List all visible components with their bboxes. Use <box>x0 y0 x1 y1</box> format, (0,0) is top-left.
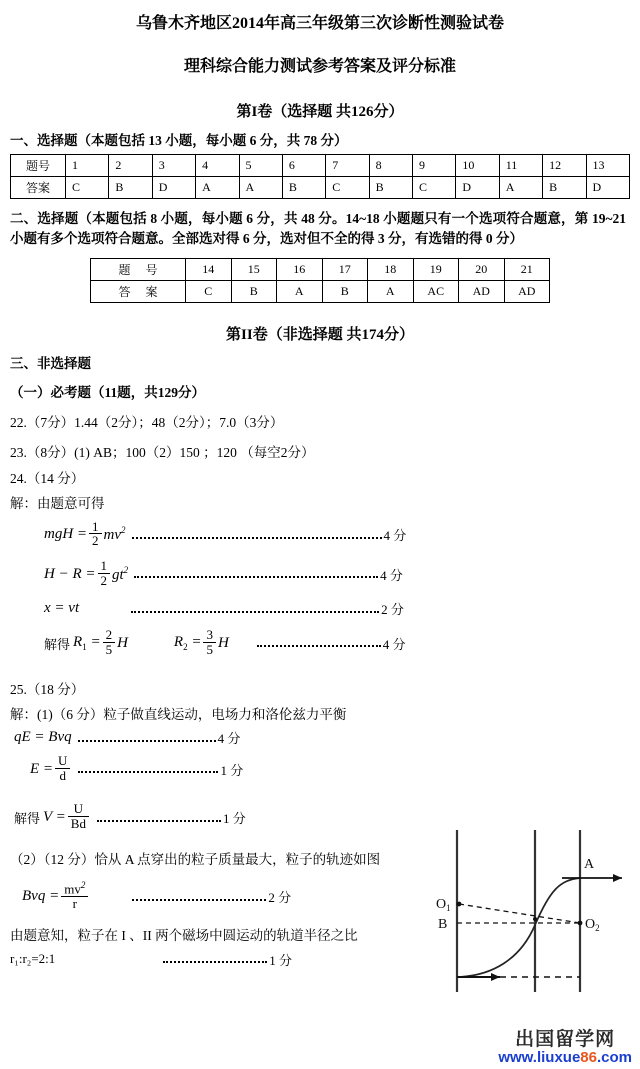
table1-answer-cell: B <box>369 177 412 199</box>
fraction <box>55 754 70 782</box>
fraction-numerator: 3 <box>203 628 216 643</box>
leader-dots <box>132 528 382 539</box>
table2-answer-cell: AD <box>504 280 550 302</box>
table-row <box>11 155 630 177</box>
table1-number-cell: 7 <box>326 155 369 177</box>
volume-2-heading: 第II卷（非选择题 共174分） <box>226 326 414 343</box>
leader-dots <box>257 636 381 647</box>
fraction-numerator: 1 <box>89 520 102 535</box>
table1-number-cell: 5 <box>239 155 282 177</box>
points-label: 4 分 <box>383 528 407 544</box>
points-label: 4 分 <box>217 731 241 747</box>
table1-answer-cell: A <box>196 177 239 199</box>
result-lead: 解得 <box>14 811 41 827</box>
figure-label-o1: $O_1$ <box>436 897 451 913</box>
fraction-denominator: 5 <box>206 641 213 657</box>
equation-rhs: $gt^2$ <box>112 564 129 583</box>
leader-dots <box>131 602 379 613</box>
table2-answer-cell: A <box>368 280 414 302</box>
equation-row <box>30 755 640 783</box>
table2-answer-cell: B <box>322 280 368 302</box>
table1-answer-cell: A <box>239 177 282 199</box>
page-title: 乌鲁木齐地区2014年高三年级第三次诊断性测验试卷 <box>135 15 504 32</box>
page-subtitle: 理科综合能力测试参考答案及评分标准 <box>183 57 456 75</box>
points-label: 1 分 <box>222 811 246 827</box>
radius-line-o1-o2 <box>459 904 580 923</box>
fraction <box>98 559 111 587</box>
leader-dots <box>97 811 221 822</box>
table1-number-cell: 3 <box>152 155 195 177</box>
question-22-answer: 22.（7分）1.44（2分）；48（2分）；7.0（3分） <box>10 414 284 430</box>
result-lead: 解得 <box>44 636 71 652</box>
equation-row <box>14 728 640 747</box>
equation-lhs: H − R = <box>44 565 96 582</box>
fraction-denominator: 2 <box>92 533 99 549</box>
equation-lhs: E = <box>30 760 54 777</box>
table2-number-cell: 15 <box>231 258 277 280</box>
leader-dots <box>78 762 218 773</box>
table1-number-cell: 9 <box>413 155 456 177</box>
table2-number-cell: 20 <box>459 258 505 280</box>
question-25-tail-line-1: 由题意知，粒子在 I 、II 两个磁场中圆运动的轨道半径之比 <box>10 927 358 943</box>
point-mid-dot <box>533 917 537 921</box>
fraction <box>61 881 88 911</box>
fraction-denominator: Bd <box>70 816 86 832</box>
figure-label-b: B <box>438 917 448 932</box>
question-25-part2-lead: （2）（12 分）恰从 A 点穿出的粒子质量最大，粒子的轨迹如图 <box>10 851 381 867</box>
question-25-label: 25.（18 分） <box>10 681 85 697</box>
leader-dots <box>132 890 266 901</box>
fraction-numerator: 1 <box>98 559 111 574</box>
table1-answer-cell: A <box>499 177 542 199</box>
table-row <box>91 258 550 280</box>
ratio-text: r₁:r₂=2:1 <box>10 951 56 967</box>
watermark-url <box>498 1050 632 1065</box>
table1-answer-cell: B <box>282 177 325 199</box>
figure-label-a: A <box>584 857 595 872</box>
exit-arrow-head <box>613 874 622 882</box>
equation-lhs: x = vt <box>44 600 80 617</box>
table2-answer-cell: AC <box>413 280 459 302</box>
question-23-answer: 23.（8分）(1) AB；100（2）150 ；120 （每空2分） <box>10 445 315 461</box>
fraction <box>203 628 216 656</box>
table2-answer-cell: B <box>231 280 277 302</box>
table2-number-cell: 14 <box>186 258 232 280</box>
equation-lhs: Bvq = <box>22 888 60 905</box>
equation-lhs: V = <box>43 809 66 826</box>
point-o1-dot <box>457 902 462 907</box>
table2-number-cell: 21 <box>504 258 550 280</box>
table2-label-answer: 答 案 <box>91 280 186 302</box>
equation-qE-Bvq: qE = Bvq <box>14 729 72 746</box>
table2-label-number: 题 号 <box>91 258 186 280</box>
fraction-denominator: r <box>72 895 77 911</box>
table1-number-cell: 13 <box>586 155 630 177</box>
table2-answer-cell: C <box>186 280 232 302</box>
table2-answer-cell: AD <box>459 280 505 302</box>
points-label: 1 分 <box>269 952 293 968</box>
fraction <box>89 520 102 548</box>
points-label: 4 分 <box>382 636 406 652</box>
part-1-heading: （一）必考题（11题，共129分） <box>10 385 206 401</box>
answer-table-1 <box>10 154 630 199</box>
section-1-heading: 一、选择题（本题包括 13 小题，每小题 6 分，共 78 分） <box>10 132 348 148</box>
points-label: 1 分 <box>220 762 244 778</box>
fraction-denominator: 2 <box>100 572 107 588</box>
result-r2-rhs: H <box>217 634 229 651</box>
equation-lhs: mgH = <box>44 526 88 543</box>
table2-number-cell: 17 <box>322 258 368 280</box>
point-o2-dot <box>578 921 583 926</box>
table1-answer-cell: C <box>413 177 456 199</box>
points-label: 4 分 <box>380 567 403 583</box>
entry-arrow-head <box>491 973 500 981</box>
watermark-url-part1: www.liuxue <box>498 1049 581 1066</box>
fraction <box>68 802 89 830</box>
table1-number-cell: 11 <box>499 155 542 177</box>
answer-sheet-page <box>0 14 640 1069</box>
watermark <box>498 1030 632 1065</box>
table1-answer-cell: D <box>586 177 630 199</box>
table1-answer-cell: B <box>109 177 152 199</box>
table2-number-cell: 19 <box>413 258 459 280</box>
fraction-numerator: U <box>68 802 89 817</box>
figure-label-o2: $O_2$ <box>585 917 600 933</box>
question-24-solution <box>44 518 640 658</box>
fraction-numerator: $mv^2$ <box>61 881 88 897</box>
equation-row <box>44 518 640 549</box>
table1-label-answer: 答案 <box>11 177 66 199</box>
result-r2-symbol: $R_2$ = <box>173 634 202 653</box>
fraction <box>103 628 116 656</box>
fraction-numerator: 2 <box>103 628 116 643</box>
table1-number-cell: 8 <box>369 155 412 177</box>
table1-label-number: 题号 <box>11 155 66 177</box>
table1-number-cell: 1 <box>66 155 109 177</box>
table1-answer-cell: B <box>543 177 586 199</box>
table-row <box>11 177 630 199</box>
physics-trajectory-figure <box>432 792 632 1032</box>
section-2-heading: 二、选择题（本题包括 8 小题，每小题 6 分，共 48 分。14~18 小题题只有一个选项符合题意，第 19~21 小题有多个选项符合题意。全部选对得 6 分，选对但不全的得 3 分，有选错的得 0 分） <box>10 211 626 247</box>
fraction-numerator: U <box>55 754 70 769</box>
equation-row <box>44 560 640 588</box>
watermark-url-part3: .com <box>596 1049 632 1066</box>
leader-dots <box>163 952 267 963</box>
result-r1-rhs: H <box>117 634 128 651</box>
figure-svg <box>432 792 632 1032</box>
table1-number-cell: 12 <box>543 155 586 177</box>
question-25-lead: 解：(1)（6 分）粒子做直线运动，电场力和洛伦兹力平衡 <box>10 706 347 722</box>
table1-number-cell: 6 <box>282 155 325 177</box>
table1-number-cell: 2 <box>109 155 152 177</box>
fraction-denominator: d <box>59 767 66 783</box>
table1-answer-cell: C <box>326 177 369 199</box>
result-r1-symbol: $R_1$ = <box>73 634 101 653</box>
volume-1-heading: 第I卷（选择题 共126分） <box>236 103 404 120</box>
table1-number-cell: 4 <box>196 155 239 177</box>
equation-rhs: $mv^2$ <box>103 525 126 544</box>
particle-trajectory <box>460 878 580 977</box>
table2-number-cell: 18 <box>368 258 414 280</box>
table2-answer-cell: A <box>277 280 323 302</box>
points-label: 2 分 <box>268 890 292 906</box>
answer-table-2 <box>90 258 550 303</box>
table1-number-cell: 10 <box>456 155 499 177</box>
question-24-label: 24.（14 分） <box>10 471 85 487</box>
watermark-site-name: 出国留学网 <box>515 1029 616 1050</box>
table2-number-cell: 16 <box>277 258 323 280</box>
points-label: 2 分 <box>381 602 404 618</box>
fraction-denominator: 5 <box>105 641 113 657</box>
equation-row-result <box>44 629 640 657</box>
leader-dots <box>134 567 378 578</box>
table1-answer-cell: D <box>152 177 195 199</box>
watermark-url-part2: 86 <box>580 1049 597 1066</box>
equation-row <box>44 599 640 618</box>
table-row <box>91 280 550 302</box>
section-3-heading: 三、非选择题 <box>10 355 91 371</box>
question-24-lead: 解：由题意可得 <box>10 495 105 511</box>
leader-dots <box>78 731 216 742</box>
table1-answer-cell: C <box>66 177 109 199</box>
table1-answer-cell: D <box>456 177 499 199</box>
